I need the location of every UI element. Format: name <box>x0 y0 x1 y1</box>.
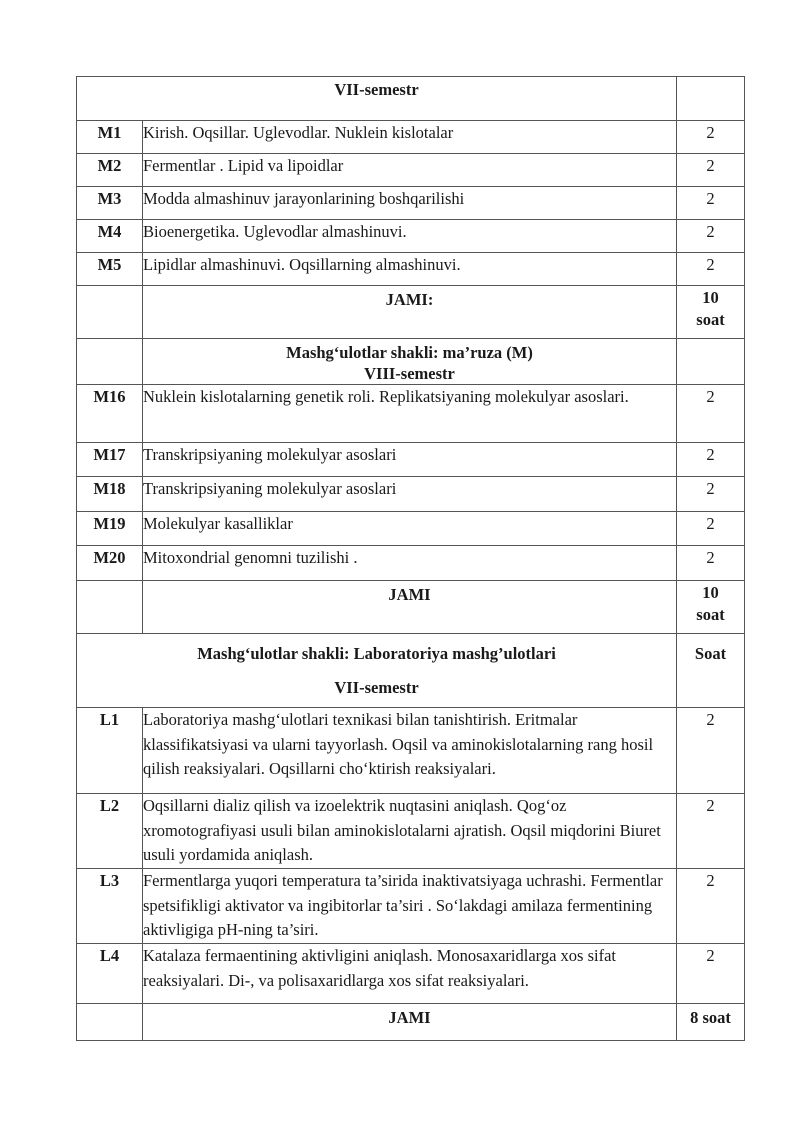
hours-header: Soat <box>677 634 745 708</box>
empty-cell <box>77 581 143 634</box>
empty-cell <box>77 339 143 385</box>
lesson-code: M19 <box>77 512 143 546</box>
table-row <box>77 944 745 1004</box>
total-hours-unit: soat <box>696 310 725 329</box>
total-hours-unit: soat <box>696 605 725 624</box>
lesson-hours: 2 <box>677 546 745 581</box>
lesson-hours: 2 <box>677 708 745 794</box>
total-hours-cell <box>677 286 745 339</box>
table-row <box>77 154 745 187</box>
total-label: JAMI <box>143 1004 677 1041</box>
table-row <box>77 187 745 220</box>
semester-label: VIII-semestr <box>364 364 455 383</box>
lesson-topic: Molekulyar kasalliklar <box>143 512 677 546</box>
lesson-code: M16 <box>77 385 143 443</box>
lesson-hours: 2 <box>677 187 745 220</box>
section-header-cell <box>143 339 677 385</box>
lesson-topic: Laboratoriya mashg‘ulotlari texnikasi bilan tanishtirish. Eritmalar klassifikatsiyasi va ularni tayyorlash. Oqsil va aminokislotalarning rang hosil qilish reaksiyalari. Oqsillarni cho‘ktirish reaksiyalari. <box>143 708 677 794</box>
lesson-code: M18 <box>77 477 143 512</box>
form-title: Mashg‘ulotlar shakli: ma’ruza (M) <box>286 343 533 362</box>
lesson-code: M3 <box>77 187 143 220</box>
lesson-topic: Transkripsiyaning molekulyar asoslari <box>143 477 677 512</box>
empty-cell <box>677 77 745 121</box>
lesson-topic: Transkripsiyaning molekulyar asoslari <box>143 443 677 477</box>
table-row <box>77 253 745 286</box>
lesson-topic: Nuklein kislotalarning genetik roli. Replikatsiyaning molekulyar asoslari. <box>143 385 677 443</box>
total-hours-value: 10 <box>702 583 719 602</box>
lesson-hours: 2 <box>677 220 745 253</box>
section-header-row <box>77 634 745 708</box>
lesson-code: M1 <box>77 121 143 154</box>
section-header-row <box>77 339 745 385</box>
lesson-code: M2 <box>77 154 143 187</box>
lesson-code: M20 <box>77 546 143 581</box>
total-row <box>77 581 745 634</box>
lesson-code: M17 <box>77 443 143 477</box>
table-row <box>77 121 745 154</box>
table-row <box>77 869 745 944</box>
lesson-hours: 2 <box>677 794 745 869</box>
total-label: JAMI <box>143 581 677 634</box>
section-header-cell <box>77 634 677 708</box>
total-hours-cell <box>677 581 745 634</box>
lesson-hours: 2 <box>677 944 745 1004</box>
empty-cell <box>77 1004 143 1041</box>
lesson-topic: Lipidlar almashinuvi. Oqsillarning almashinuvi. <box>143 253 677 286</box>
lesson-topic: Katalaza fermaentining aktivligini aniqlash. Monosaxaridlarga xos sifat reaksiyalari. Di-, va polisaxaridlarga xos sifat reaksiyalari. <box>143 944 677 1004</box>
lesson-hours: 2 <box>677 443 745 477</box>
table-row <box>77 546 745 581</box>
lesson-code: L2 <box>77 794 143 869</box>
form-title: Mashg‘ulotlar shakli: Laboratoriya mashg’ulotlari <box>197 644 556 663</box>
lesson-hours: 2 <box>677 869 745 944</box>
lesson-hours: 2 <box>677 154 745 187</box>
lesson-topic: Bioenergetika. Uglevodlar almashinuvi. <box>143 220 677 253</box>
lesson-hours: 2 <box>677 385 745 443</box>
lesson-hours: 2 <box>677 253 745 286</box>
lesson-topic: Oqsillarni dializ qilish va izoelektrik nuqtasini aniqlash. Qog‘oz xromotografiyasi usuli bilan aminokislotalarni ajratish. Oqsil miqdorini Biuret usuli yordamida aniqlash. <box>143 794 677 869</box>
table-row <box>77 385 745 443</box>
table-row <box>77 220 745 253</box>
lesson-code: L1 <box>77 708 143 794</box>
lesson-code: L3 <box>77 869 143 944</box>
semester-label: VII-semestr <box>334 678 419 697</box>
lesson-hours: 2 <box>677 121 745 154</box>
lesson-topic: Kirish. Oqsillar. Uglevodlar. Nuklein kislotalar <box>143 121 677 154</box>
semester-header-row <box>77 77 745 121</box>
empty-cell <box>77 286 143 339</box>
lesson-code: M4 <box>77 220 143 253</box>
lesson-topic: Modda almashinuv jarayonlarining boshqarilishi <box>143 187 677 220</box>
table-row <box>77 708 745 794</box>
lesson-topic: Fermentlar . Lipid va lipoidlar <box>143 154 677 187</box>
table-row <box>77 477 745 512</box>
total-row <box>77 286 745 339</box>
lesson-code: L4 <box>77 944 143 1004</box>
table-row <box>77 443 745 477</box>
total-hours-value: 8 soat <box>677 1004 745 1041</box>
empty-cell <box>677 339 745 385</box>
total-row <box>77 1004 745 1041</box>
lesson-topic: Fermentlarga yuqori temperatura ta’sirida inaktivatsiyaga uchrashi. Fermentlar spetsifikligi aktivator va ingibitorlar ta’siri . So‘lakdagi amilaza fermentining aktivligiga pH-ning ta’siri. <box>143 869 677 944</box>
lesson-hours: 2 <box>677 477 745 512</box>
semester-label: VII-semestr <box>77 77 677 121</box>
total-hours-value: 10 <box>702 288 719 307</box>
table-row <box>77 512 745 546</box>
total-label: JAMI: <box>143 286 677 339</box>
table-row <box>77 794 745 869</box>
lesson-code: M5 <box>77 253 143 286</box>
lesson-hours: 2 <box>677 512 745 546</box>
lesson-topic: Mitoxondrial genomni tuzilishi . <box>143 546 677 581</box>
syllabus-table <box>76 76 745 1041</box>
